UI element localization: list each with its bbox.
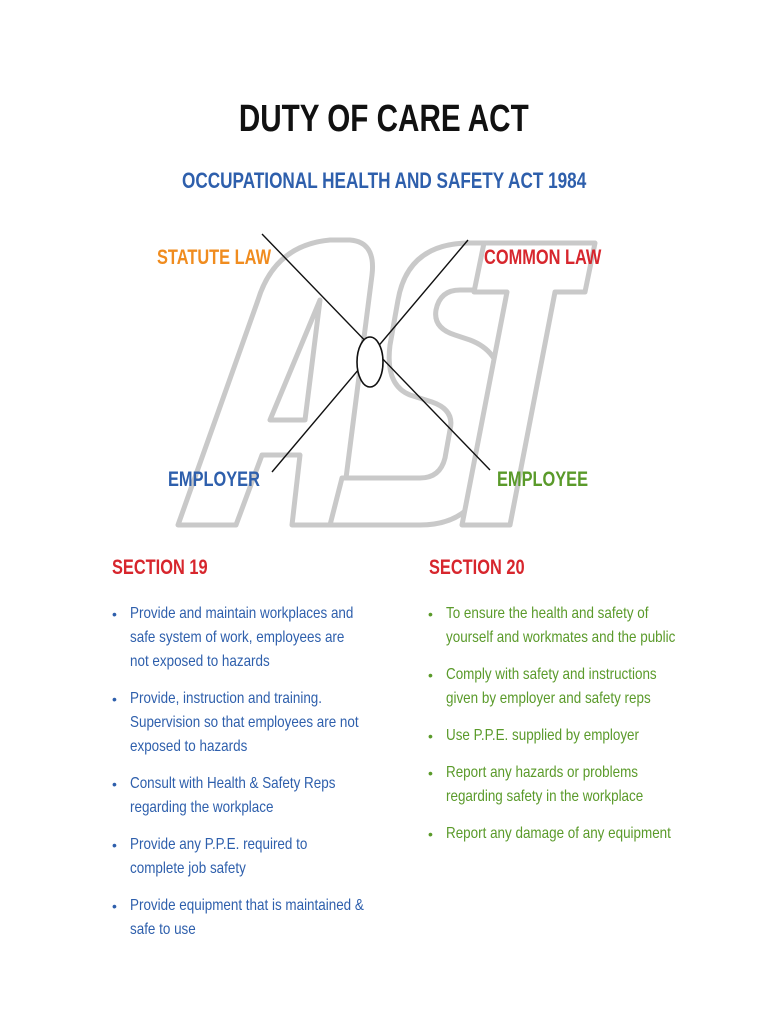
bullet-icon: • bbox=[112, 776, 117, 792]
list-item: • Provide and maintain workplaces and safe system of work, employees are not exposed to hazards bbox=[112, 602, 362, 674]
section-19-heading: SECTION 19 bbox=[112, 556, 208, 579]
bullet-icon: • bbox=[428, 826, 433, 842]
employer-label: EMPLOYER bbox=[168, 468, 260, 491]
list-item: • Comply with safety and instructions given by employer and safety reps bbox=[428, 663, 680, 711]
list-item: • Report any damage of any equipment bbox=[428, 822, 680, 846]
list-item: • Provide equipment that is maintained & safe to use bbox=[112, 894, 362, 942]
bullet-icon: • bbox=[112, 898, 117, 914]
bullet-icon: • bbox=[428, 765, 433, 781]
section-19-duties-list bbox=[112, 602, 362, 955]
list-item: • Provide, instruction and training. Supervision so that employees are not exposed to hazards bbox=[112, 687, 362, 759]
bullet-icon: • bbox=[112, 691, 117, 707]
section-20-heading: SECTION 20 bbox=[429, 556, 525, 579]
bullet-icon: • bbox=[428, 728, 433, 744]
list-item: • Use P.P.E. supplied by employer bbox=[428, 724, 680, 748]
page-title: DUTY OF CARE ACT bbox=[239, 98, 529, 140]
list-item: • Report any hazards or problems regarding safety in the workplace bbox=[428, 761, 680, 809]
bullet-icon: • bbox=[112, 837, 117, 853]
employee-label: EMPLOYEE bbox=[497, 468, 589, 491]
common-law-label: COMMON LAW bbox=[484, 246, 602, 269]
bullet-icon: • bbox=[112, 606, 117, 622]
statute-law-label: STATUTE LAW bbox=[157, 246, 272, 269]
section-20-duties-list bbox=[428, 602, 680, 859]
list-item: • Provide any P.P.E. required to complete job safety bbox=[112, 833, 362, 881]
bullet-icon: • bbox=[428, 606, 433, 622]
list-item: • To ensure the health and safety of yourself and workmates and the public bbox=[428, 602, 680, 650]
act-subtitle: OCCUPATIONAL HEALTH AND SAFETY ACT 1984 bbox=[181, 168, 587, 193]
list-item: • Consult with Health & Safety Reps regarding the workplace bbox=[112, 772, 362, 820]
center-ellipse bbox=[357, 337, 383, 387]
bullet-icon: • bbox=[428, 667, 433, 683]
